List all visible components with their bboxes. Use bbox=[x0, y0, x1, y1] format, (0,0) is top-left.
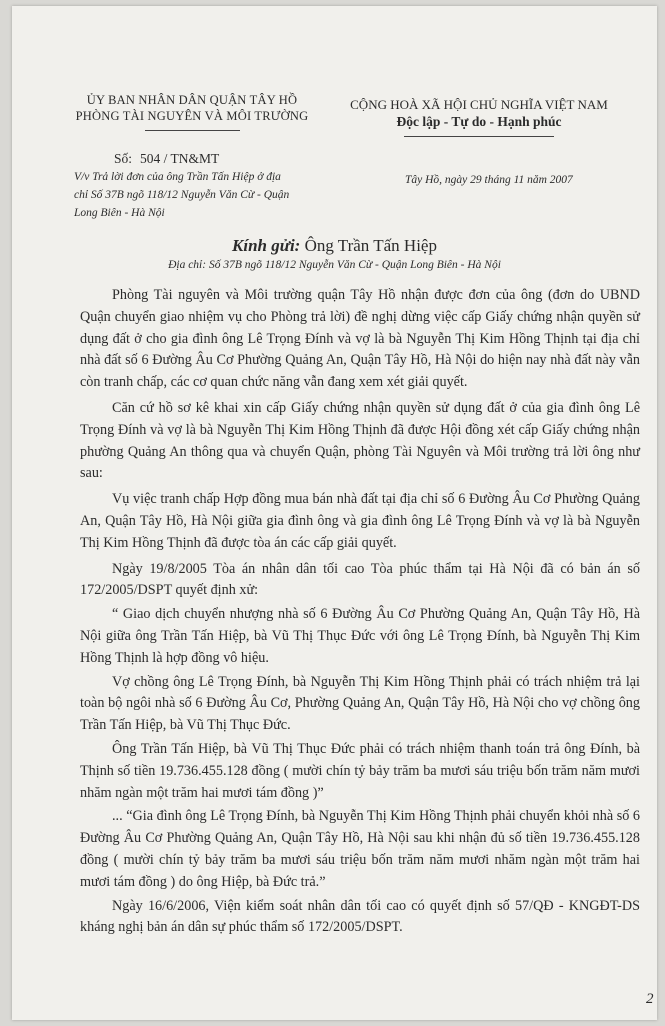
salutation-label: Kính gửi: bbox=[232, 236, 301, 255]
salutation bbox=[12, 236, 657, 256]
recipient-address: Địa chỉ: Số 37B ngõ 118/12 Nguyễn Văn Cừ - Quận Long Biên - Hà Nội bbox=[168, 259, 501, 271]
body-paragraph: Ngày 16/6/2006, Viện kiểm soát nhân dân tối cao có quyết định số 57/QĐ - KNGĐT-DS kháng nghị bản án dân sự phúc thẩm số 172/2005/DSPT. bbox=[80, 897, 640, 936]
agency-divider bbox=[145, 130, 240, 131]
agency-line-2: PHÒNG TÀI NGUYÊN VÀ MÔI TRƯỜNG bbox=[75, 109, 309, 123]
document-number-label: Số: bbox=[114, 151, 133, 166]
page-number: 2 bbox=[646, 991, 654, 1007]
subject-line: chỉ Số 37B ngõ 118/12 Nguyễn Văn Cừ - Quận bbox=[74, 189, 290, 201]
body-paragraph: Phòng Tài nguyên và Môi trường quận Tây Hồ nhận được đơn của ông (đơn do UBND Quận chuyển giao nhiệm vụ cho Phòng trả lời) đề nghị dừng việc cấp Giấy chứng nhận quyền sử dụng đất ở cho gia đình ông Lê Trọng Đính và vợ là bà Nguyễn Thị Kim Hồng Thịnh tại địa chỉ nhà đất số 6 Đường Âu Cơ Phường Quảng An, Quận Tây Hồ, Hà Nội do hiện nay nhà đất này vẫn còn tranh chấp, các cơ quan chức năng vẫn đang xem xét giải quyết. bbox=[80, 287, 640, 391]
body-paragraph: Ngày 19/8/2005 Tòa án nhân dân tối cao Tòa phúc thẩm tại Hà Nội đã có bản án số 172/2005/DSPT quyết định xử: bbox=[80, 560, 640, 599]
national-header-block bbox=[334, 96, 624, 137]
document-number-value: 504 / TN&MT bbox=[140, 151, 220, 166]
body-paragraph: Căn cứ hồ sơ kê khai xin cấp Giấy chứng nhận quyền sử dụng đất ở của gia đình ông Lê Trọng Đính và vợ là bà Nguyễn Thị Kim Hồng Thịnh đã được Hội đồng xét cấp Giấy chứng nhận phường Quảng An thông qua và chuyển Quận, phòng Tài Nguyên và Môi trường trả lời ông như sau: bbox=[80, 399, 640, 482]
agency-line-1: ỦY BAN NHÂN DÂN QUẬN TÂY HỒ bbox=[86, 93, 298, 107]
letter-body bbox=[80, 285, 640, 943]
body-paragraph: Vụ việc tranh chấp Hợp đồng mua bán nhà đất tại địa chỉ số 6 Đường Âu Cơ Phường Quảng An, Quận Tây Hồ, Hà Nội giữa gia đình ông và gia đình ông Lê Trọng Đính và vợ là bà Nguyễn Thị Kim Hồng Thịnh đã được tòa án các cấp giải quyết. bbox=[80, 491, 640, 551]
body-paragraph: Ông Trần Tấn Hiệp, bà Vũ Thị Thục Đức phải có trách nhiệm thanh toán trả ông Đính, bà Thịnh số tiền 19.736.455.128 đồng ( mười chín tỷ bảy trăm ba mươi sáu triệu bốn trăm năm mươi nhăm ngàn một trăm hai mươi tám đồng )” bbox=[80, 740, 640, 801]
motto-divider bbox=[404, 136, 554, 137]
subject-line: Long Biên - Hà Nội bbox=[74, 207, 165, 219]
subject-line: V/v Trả lời đơn của ông Trần Tấn Hiệp ở địa bbox=[74, 171, 281, 183]
document-page bbox=[12, 6, 657, 1020]
issuing-agency-block bbox=[72, 92, 312, 131]
subject-block bbox=[74, 168, 344, 222]
national-name: CỘNG HOÀ XÃ HỘI CHỦ NGHĨA VIỆT NAM bbox=[350, 97, 608, 112]
national-motto: Độc lập - Tự do - Hạnh phúc bbox=[396, 114, 562, 129]
date-line: Tây Hồ, ngày 29 tháng 11 năm 2007 bbox=[405, 174, 573, 186]
body-paragraph: ... “Gia đình ông Lê Trọng Đính, bà Nguyễn Thị Kim Hồng Thịnh phải chuyển khỏi nhà số 6 Đường Âu Cơ Phường Quảng An, Quận Tây Hồ, Hà Nội sau khi nhận đủ số tiền 19.736.455.128 đồng ( mười chín tỷ bảy trăm ba mươi sáu triệu bốn trăm năm mươi nhăm ngàn một trăm hai mươi tám đồng ) do ông Hiệp, bà Đức trả.” bbox=[80, 808, 640, 890]
body-paragraph: Vợ chồng ông Lê Trọng Đính, bà Nguyễn Thị Kim Hồng Thịnh phải có trách nhiệm trả lại toàn bộ ngôi nhà số 6 Đường Âu Cơ, Phường Quảng An, Quận Tây Hồ, Hà Nội cho vợ chồng ông Trần Tấn Hiệp, bà Vũ Thị Thục Đức. bbox=[80, 673, 640, 734]
body-paragraph: “ Giao dịch chuyển nhượng nhà số 6 Đường Âu Cơ Phường Quảng An, Quận Tây Hồ, Hà Nội giữa ông Trần Tấn Hiệp, bà Vũ Thị Thục Đức với ông Lê Trọng Đính, bà Nguyễn Thị Kim Hồng Thịnh là hợp đồng vô hiệu. bbox=[80, 606, 640, 666]
document-number bbox=[114, 151, 219, 167]
recipient-name: Ông Trần Tấn Hiệp bbox=[304, 236, 437, 255]
